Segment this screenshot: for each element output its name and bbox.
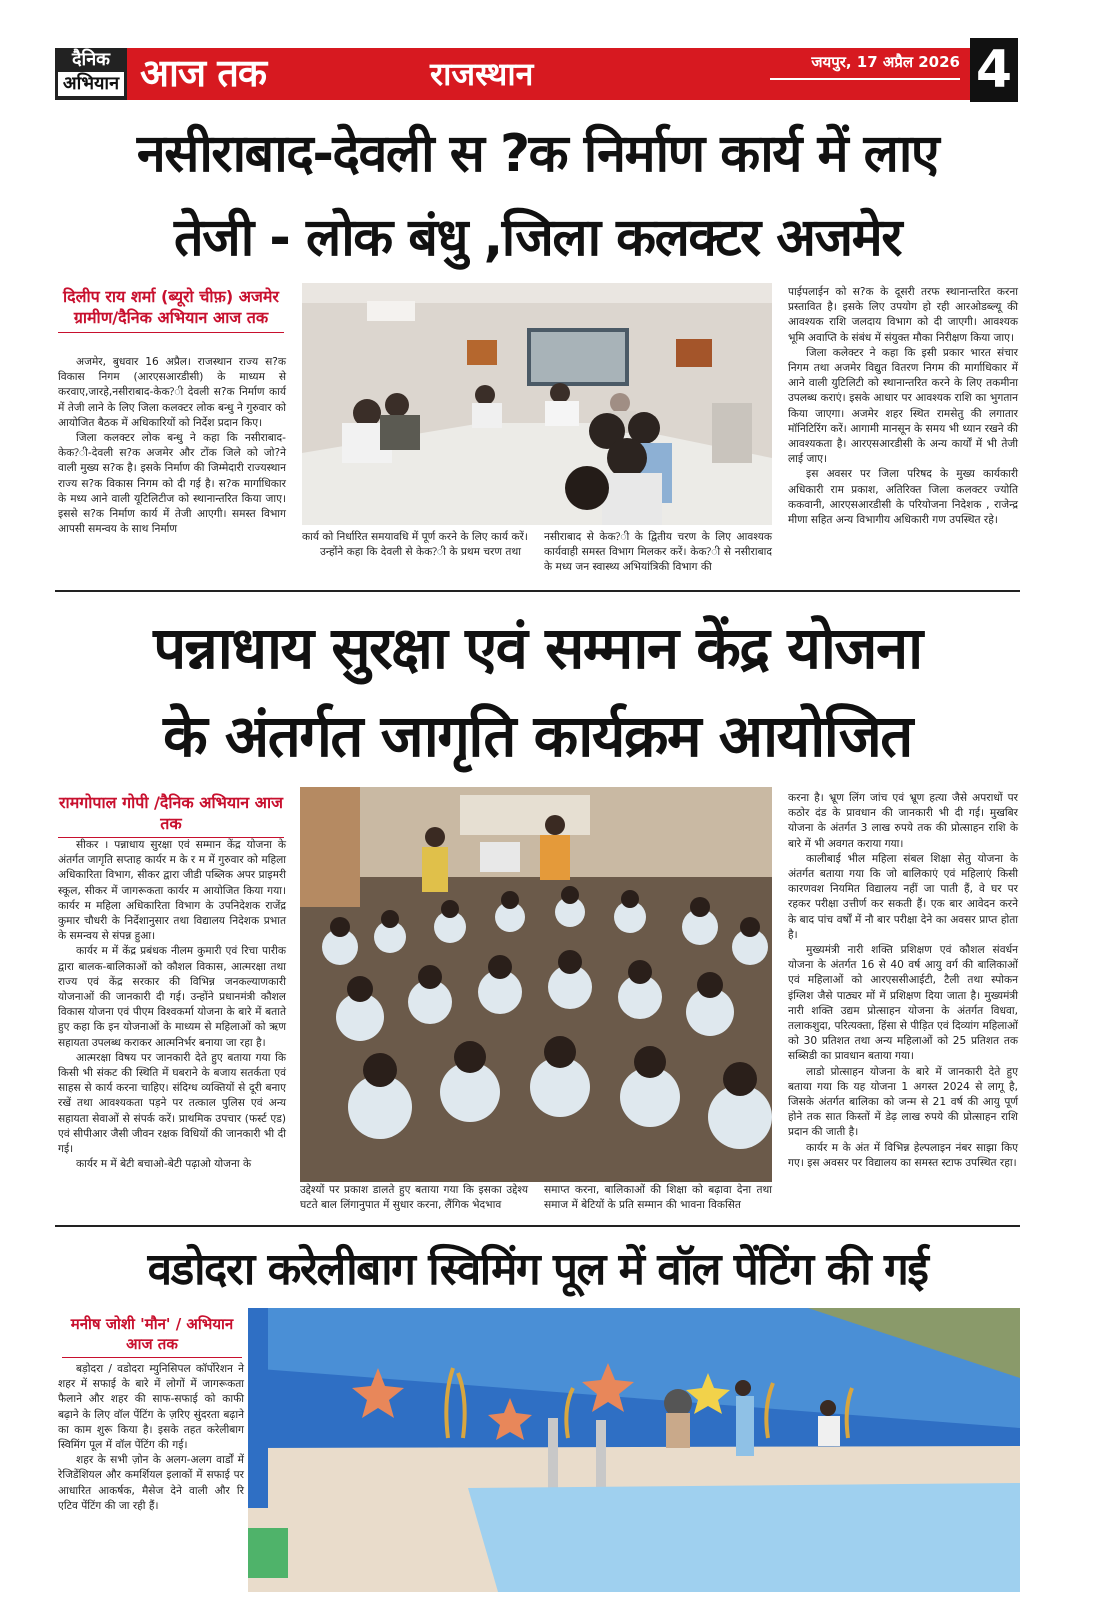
paragraph: समाप्त करना, बालिकाओं की शिक्षा को बढ़ावा देना तथा समाज में बेटियों के प्रति सम्मान की भावना विकसित: [544, 1184, 772, 1212]
article2-photo: [300, 787, 772, 1182]
article2-byline: रामगोपाल गोपी /दैनिक अभियान आज तक: [58, 792, 284, 838]
page-number: 4: [970, 38, 1018, 102]
paragraph: कार्य को निर्धारित समयावधि में पूर्ण करने के लिए कार्य करें।: [302, 531, 528, 543]
paragraph: कार्यर म के अंत में विभिन्न हेल्पलाइन नंबर साझा किए गए। इस अवसर पर विद्यालय का समस्त स्टाफ उपस्थित रहा।: [788, 1141, 1018, 1169]
paragraph: सीकर । पन्नाधाय सुरक्षा एवं सम्मान केंद्र योजना के अंतर्गत जागृति सप्ताह कार्यर म के र म में गुरुवार को महिला अधिकारिता विभाग, सीकर द्वारा जीडी पब्लिक अपर प्राइमरी स्कूल, सीकर में जागरूकता कार्यर म आयोजित किया गया। कार्यर म महिला अधिकारिता विभाग के उपनिदेशक राजेंद्र कुमार चौधरी के निर्देशानुसार तथा विद्यालय निदेशक प्रभात के समन्वय से संपन्न हुआ।: [58, 839, 286, 943]
paragraph: शहर के सभी ज़ोन के अलग-अलग वार्डों में रेजिडेंशियल और कमर्शियल इलाकों में सफाई पर आधारित आकर्षक, मैसेज देने वाली और रि एटिव पेंटिंग की जा रही हैं।: [58, 1454, 244, 1512]
school-children-image: [300, 787, 772, 1182]
paragraph: जिला कलेक्टर ने कहा कि इसी प्रकार भारत संचार निगम तथा अजमेर विद्युत वितरण निगम की मार्गाधिकार में आने वाली युटिलिटी को स्थानान्तरित करने के लिए तकमीना उपलब्ध कराएं। इसके आधार पर आवश्यक राशि का भुगतान किया जाएगा। अजमेर शहर स्थित रामसेतु की लगातार मॉनिटिरिंग करें। आगामी मानसून के समय भी ध्यान रखने की आवश्यकता है। आरएसआरडीसी के अन्य कार्यों में भी तेजी लाई जाए।: [788, 346, 1018, 466]
section-title: राजस्थान: [430, 55, 534, 93]
article3-column-1: [58, 1362, 244, 1514]
article2-column-4: [788, 791, 1018, 1171]
article1-headline: [55, 112, 1020, 280]
article1-headline-line2: तेजी - लोक बंधु ,जिला कलक्टर अजमेर: [174, 208, 901, 268]
pool-wall-painting-image: [248, 1308, 1020, 1592]
paragraph: उद्देश्यों पर प्रकाश डालते हुए बताया गया कि इसका उद्देश्य घटते बाल लिंगानुपात में सुधार करना, लैंगिक भेदभाव: [300, 1184, 528, 1212]
article2-column-2: [300, 1183, 528, 1213]
article3-photo: [248, 1308, 1020, 1592]
paragraph: पाईपलाईन को स?क के दूसरी तरफ स्थानान्तरित करना प्रस्तावित है। इसके लिए उपयोग हो रही आरओडब्ल्यू की आवश्यक राशि जलदाय विभाग को दी जाएगी। आवश्यक भूमि अवाप्ति के संबंध में संयुक्त मौका निरीक्षण किया जाए।: [788, 286, 1018, 344]
paragraph: कालीबाई भील महिला संबल शिक्षा सेतु योजना के अंतर्गत बताया गया कि जो बालिकाएं एवं महिलाएं किसी कारणवश नियमित विद्यालय नहीं जा पाती हैं, वे घर पर रहकर परीक्षा उत्तीर्ण कर सकती हैं। एक बार आवेदन करने के बाद पांच वर्षों में नौ बार परीक्षा देने का अवसर प्राप्त होता है।: [788, 852, 1018, 941]
paragraph: नसीराबाद से केक?ी के द्वितीय चरण के लिए आवश्यक कार्यवाही समस्त विभाग मिलकर करें। केक?ी से नसीराबाद के मध्य जन स्वास्थ्य अभियांत्रिकी विभाग की: [544, 531, 772, 574]
section-divider: [55, 1225, 1020, 1227]
paragraph: मुख्यमंत्री नारी शक्ति प्रशिक्षण एवं कौशल संवर्धन योजना के अंतर्गत 16 से 40 वर्ष आयु वर्ग की बालिकाओं एवं महिलाओं को आरएससीआईटी, टैली तथा स्पोकन इंग्लिश जैसे पाठ्यर मों में प्रशिक्षण दिया जाता है। मुख्यमंत्री नारी शक्ति उद्यम प्रोत्साहन योजना के अंतर्गत विधवा, तलाकशुदा, परित्यक्ता, हिंसा से पीड़ित एवं दिव्यांग महिलाओं को 30 प्रतिशत तथा अन्य महिलाओं को 25 प्रतिशत तक सब्सिडी का प्रावधान बताया गया।: [788, 944, 1018, 1063]
logo-top-text: दैनिक: [71, 49, 111, 70]
article1-column-2: [302, 530, 530, 560]
brand-name: आज तक: [140, 51, 267, 95]
article3-headline: वडोदरा करेलीबाग स्विमिंग पूल में वॉल पेंटिंग की गई: [147, 1244, 928, 1295]
dateline: जयपुर, 17 अप्रैल 2026: [770, 52, 960, 80]
article2-headline-line2: के अंतर्गत जागृति कार्यक्रम आयोजित: [163, 702, 912, 770]
article2-column-3: [544, 1183, 772, 1213]
paragraph: अजमेर, बुधवार 16 अप्रैल। राजस्थान राज्य स?क विकास निगम (आरएसआरडीसी) के माध्यम से करवाए,जारहे,नसीराबाद-केक?ी देवली स?क निर्माण कार्य में तेजी लाने के लिए जिला कलक्टर लोक बन्धु ने गुरुवार को आयोजित बैठक में अधिकारियों को निर्देश प्रदान किए।: [58, 356, 286, 429]
paragraph: आत्मरक्षा विषय पर जानकारी देते हुए बताया गया कि किसी भी संकट की स्थिति में घबराने के बजाय सतर्कता एवं साहस से कार्य करना चाहिए। संदिग्ध व्यक्तियों से दूरी बनाए रखें तथा आवश्यकता पड़ने पर तत्काल पुलिस एवं अन्य सहायता सेवाओं से संपर्क करें। प्राथमिक उपचार (फर्स्ट एड) एवं सीपीआर जैसी जीवन रक्षक विधियों की जानकारी भी दी गई।: [58, 1051, 286, 1156]
paragraph: कार्यर म में केंद्र प्रबंधक नीलम कुमारी एवं रिचा पारीक द्वारा बालक-बालिकाओं को कौशल विकास, आत्मरक्षा तथा राज्य एवं केंद्र सरकार की विभिन्न जनकल्याणकारी योजनाओं की जानकारी दी गई। उन्होंने प्रधानमंत्री कौशल विकास योजना एवं पीएम विश्वकर्मा योजना के बारे में बताते हुए कहा कि इन योजनाओं के माध्यम से महिलाओं को ऋण सहायता उपलब्ध कराकर आत्मनिर्भर बनाया जा रहा है।: [58, 945, 286, 1049]
meeting-room-image: [302, 283, 772, 525]
article1-photo: [302, 283, 772, 525]
article1-byline: दिलीप राय शर्मा (ब्यूरो चीफ़) अजमेर ग्रामीण/दैनिक अभियान आज तक: [58, 286, 284, 333]
article2-headline-line1: पन्नाधाय सुरक्षा एवं सम्मान केंद्र योजना: [153, 614, 922, 682]
paragraph: लाडो प्रोत्साहन योजना के बारे में जानकारी देते हुए बताया गया कि यह योजना 1 अगस्त 2024 से लागू है, जिसके अंतर्गत बालिका को जन्म से 21 वर्ष की आयु पूर्ण होने तक सात किस्तों में डेढ़ लाख रुपये की प्रोत्साहन राशि प्रदान की जाती है।: [788, 1065, 1018, 1139]
paragraph: इस अवसर पर जिला परिषद के मुख्य कार्यकारी अधिकारी राम प्रकाश, अतिरिक्त जिला कलक्टर ज्योति ककवानी, आरएसआरडीसी के परियोजना निदेशक , राजेन्द्र मीणा सहित अन्य विभागीय अधिकारी गण उपस्थित रहे।: [788, 468, 1018, 527]
paragraph: करना है। भ्रूण लिंग जांच एवं भ्रूण हत्या जैसे अपराधों पर कठोर दंड के प्रावधान की जानकारी भी दी गई। मुखबिर योजना के अंतर्गत 3 लाख रुपये तक की प्रोत्साहन राशि के बारे में भी अवगत कराया गया।: [788, 792, 1018, 850]
article2-headline: [55, 604, 1020, 780]
article3-byline: मनीष जोशी 'मौन' / अभियान आज तक: [62, 1314, 242, 1358]
paragraph: कार्यर म में बेटी बचाओ-बेटी पढ़ाओ योजना के: [76, 1158, 252, 1171]
article1-column-4: [788, 285, 1018, 528]
article2-column-1: [58, 838, 286, 1172]
paragraph: जिला कलक्टर लोक बन्धु ने कहा कि नसीराबाद-केक?ी-देवली स?क अजमेर और टोंक जिले को जो?ने वाली मुख्य स?क है। इसके निर्माण की जिम्मेदारी राज्यस्थान राज्य स?क विकास निगम को दी गई है। स?क मार्गाधिकार के मध्य आने वाली यूटिलिटीज को स्थानान्तरित किया जाए। इससे स?क निर्माण कार्य में तेजी आएगी। समस्त विभाग आपसी समन्वय के साथ निर्माण: [58, 432, 286, 536]
paragraph: बड़ोदरा / वडोदरा म्युनिसिपल कॉर्पोरेशन ने शहर में सफाई के बारे में लोगों में जागरूकता फैलाने और शहर की साफ-सफाई को काफी बढ़ाने के लिए वॉल पेंटिंग के ज़रिए सुंदरता बढ़ाने का काम शुरू किया है। इसके तहत करेलीबाग स्विमिंग पूल में वॉल पेंटिंग की गई।: [58, 1363, 244, 1452]
article1-column-3: [544, 530, 772, 576]
paragraph: उन्होंने कहा कि देवली से केक?ी के प्रथम चरण तथा: [320, 546, 521, 559]
article1-column-1: [58, 355, 286, 537]
newspaper-logo: [55, 48, 127, 100]
article1-headline-line1: नसीराबाद-देवली स ?क निर्माण कार्य में लाए: [136, 124, 939, 184]
logo-bottom-text: अभियान: [58, 72, 124, 96]
section-divider: [55, 590, 1020, 592]
